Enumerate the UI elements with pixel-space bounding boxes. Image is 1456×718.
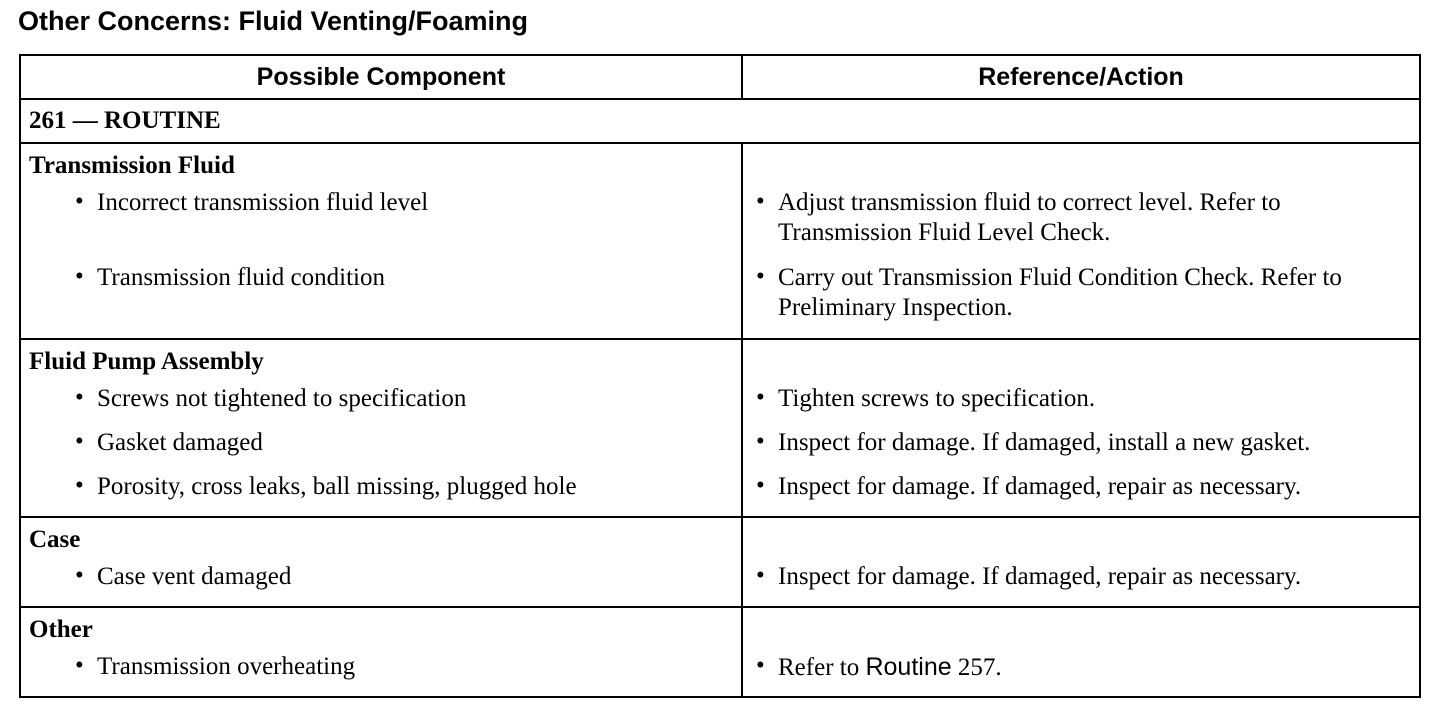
action-text: Inspect for damage. If damaged, repair as necessary. bbox=[778, 563, 1302, 590]
component-cell bbox=[20, 143, 742, 339]
component-text: Screws not tightened to specification bbox=[97, 385, 467, 412]
table-row bbox=[20, 607, 1420, 697]
bullet-icon: • bbox=[756, 562, 765, 589]
bullet-icon: • bbox=[75, 428, 84, 455]
action-cell bbox=[742, 143, 1420, 339]
bullet-icon: • bbox=[756, 384, 765, 411]
page-title: Other Concerns: Fluid Venting/Foaming bbox=[18, 6, 529, 36]
group-title: Case bbox=[29, 526, 81, 553]
component-text: Gasket damaged bbox=[97, 429, 263, 456]
action-text: Inspect for damage. If damaged, install a new gasket. bbox=[778, 429, 1311, 456]
bullet-icon: • bbox=[756, 428, 765, 455]
action-prefix: Refer to bbox=[778, 654, 866, 681]
list-item bbox=[743, 188, 1419, 263]
header-reference-action: Reference/Action bbox=[742, 55, 1420, 99]
group-title: Fluid Pump Assembly bbox=[29, 348, 264, 375]
bullet-icon: • bbox=[756, 263, 765, 290]
action-text: Adjust transmission fluid to correct level. Refer to Transmission Fluid Level Check. bbox=[778, 189, 1281, 246]
list-item bbox=[21, 652, 741, 696]
component-cell bbox=[20, 339, 742, 517]
component-text: Transmission overheating bbox=[97, 653, 356, 680]
bullet-icon: • bbox=[75, 562, 84, 589]
routine-reference-link[interactable]: Routine bbox=[865, 653, 952, 681]
group-title: Other bbox=[29, 616, 93, 643]
group-title: Transmission Fluid bbox=[29, 152, 235, 179]
bullet-icon: • bbox=[756, 472, 765, 499]
action-cell bbox=[742, 607, 1420, 697]
bullet-icon: • bbox=[75, 263, 84, 290]
bullet-icon: • bbox=[75, 472, 84, 499]
routine-cell bbox=[20, 99, 1420, 143]
concerns-table bbox=[19, 54, 1421, 698]
action-text: Carry out Transmission Fluid Condition Check. Refer to Preliminary Inspection. bbox=[778, 264, 1342, 321]
component-cell bbox=[20, 607, 742, 697]
component-text: Porosity, cross leaks, ball missing, plugged hole bbox=[97, 473, 577, 500]
action-suffix: 257. bbox=[951, 654, 1002, 681]
component-text: Incorrect transmission fluid level bbox=[97, 189, 429, 216]
routine-row bbox=[20, 99, 1420, 143]
action-text: Tighten screws to specification. bbox=[778, 385, 1096, 412]
list-item bbox=[743, 428, 1419, 472]
table-row bbox=[20, 143, 1420, 339]
list-item bbox=[743, 562, 1419, 606]
action-text: Inspect for damage. If damaged, repair as necessary. bbox=[778, 473, 1302, 500]
bullet-icon: • bbox=[756, 652, 765, 679]
component-text: Transmission fluid condition bbox=[97, 264, 385, 291]
table-row bbox=[20, 517, 1420, 607]
action-text bbox=[778, 652, 1002, 696]
header-row bbox=[20, 55, 1420, 99]
table-row bbox=[20, 339, 1420, 517]
list-item bbox=[21, 562, 741, 606]
list-item bbox=[743, 384, 1419, 428]
bullet-icon: • bbox=[75, 384, 84, 411]
list-item bbox=[743, 652, 1419, 696]
list-item bbox=[743, 472, 1419, 516]
list-item bbox=[743, 263, 1419, 338]
component-cell bbox=[20, 517, 742, 607]
list-item bbox=[21, 384, 741, 428]
routine-label: 261 — ROUTINE bbox=[29, 107, 221, 134]
action-cell bbox=[742, 517, 1420, 607]
list-item bbox=[21, 428, 741, 472]
list-item bbox=[21, 263, 741, 338]
bullet-icon: • bbox=[756, 188, 765, 215]
bullet-icon: • bbox=[75, 188, 84, 215]
component-text: Case vent damaged bbox=[97, 563, 292, 590]
list-item bbox=[21, 472, 741, 516]
header-possible-component: Possible Component bbox=[20, 55, 742, 99]
bullet-icon: • bbox=[75, 652, 84, 679]
list-item bbox=[21, 188, 741, 263]
action-cell bbox=[742, 339, 1420, 517]
